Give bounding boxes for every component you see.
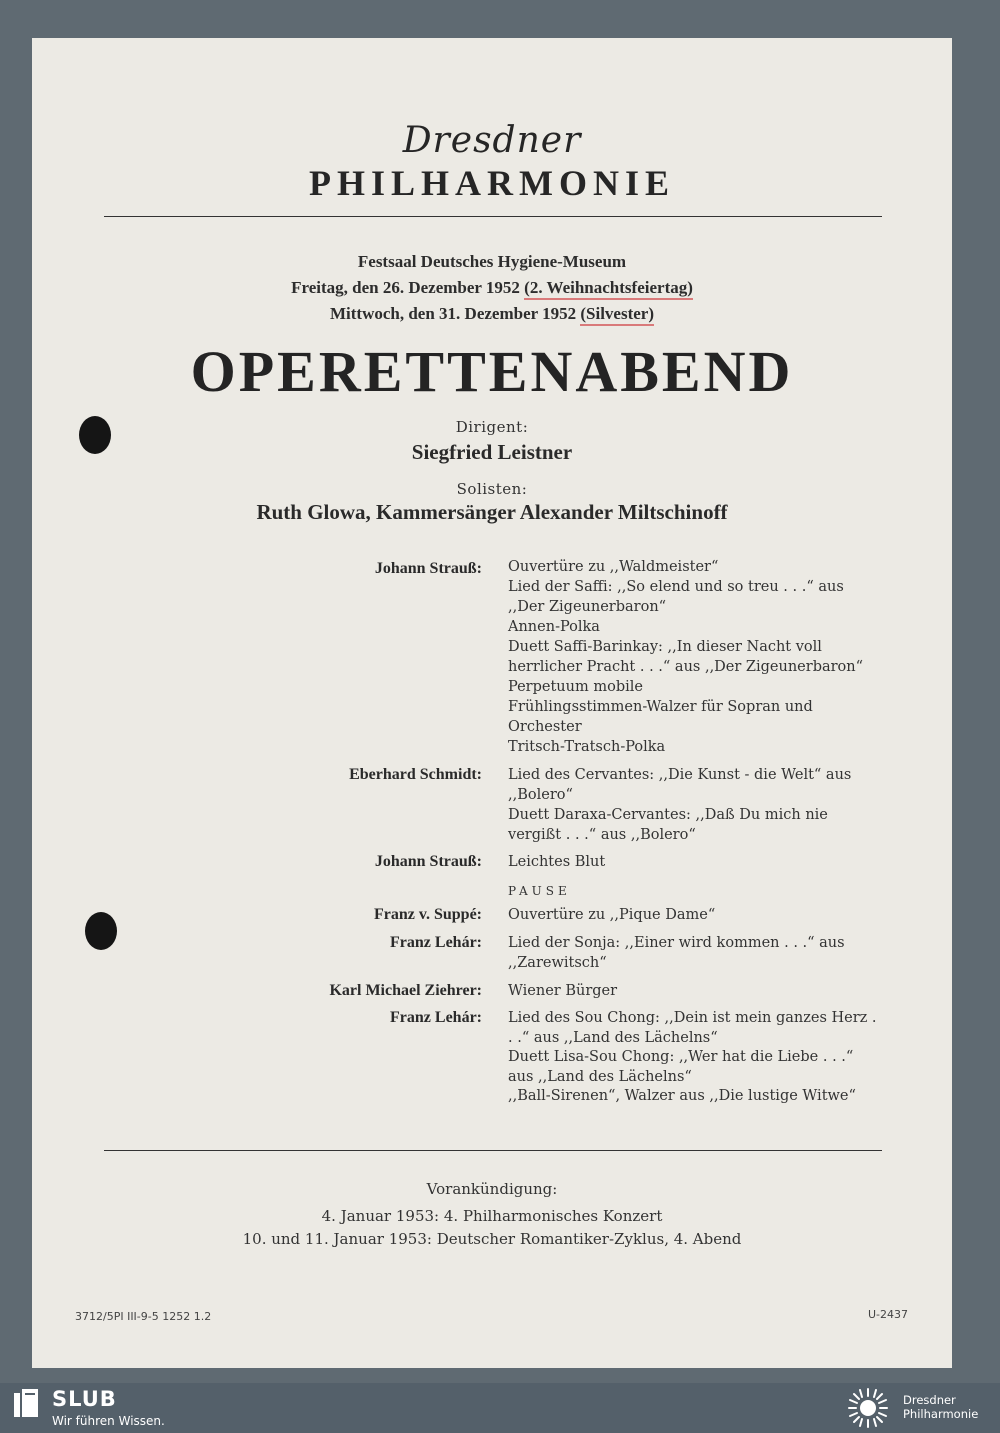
top-divider [104,216,882,217]
event-title: OPERETTENABEND [190,339,794,404]
program-piece: Frühlingsstimmen-Walzer für Sopran und Orchester [508,699,813,735]
program-piece: Duett Saffi-Barinkay: ,,In dieser Nacht voll herrlicher Pracht . . .“ aus ,,Der Zigeunerbaron“ [508,639,864,675]
slub-tagline: Wir führen Wissen. [52,1414,165,1428]
slub-name[interactable]: SLUB [52,1387,117,1411]
program-piece: ,,Ball-Sirenen“, Walzer aus ,,Die lustige Witwe“ [508,1088,856,1104]
program-piece: Tritsch-Tratsch-Polka [508,739,666,755]
venue-line: Festsaal Deutsches Hygiene-Museum [357,252,627,271]
holiday-marked: (Silvester) [580,304,654,326]
slub-logo-icon[interactable] [14,1389,38,1417]
conductor-name: Siegfried Leistner [411,440,573,464]
program-composer: Karl Michael Ziehrer: [329,982,482,999]
program-piece: Wiener Bürger [508,983,618,999]
program-composer: Johann Strauß: [374,560,482,577]
announcement-line: 10. und 11. Januar 1953: Deutscher Romantiker-Zyklus, 4. Abend [242,1230,742,1248]
program-piece: Lied der Saffi: ,,So elend und so treu . . .“ aus ,,Der Zigeunerbaron“ [508,579,844,615]
partner-name [903,1393,978,1421]
program-composer: Johann Strauß: [374,853,482,870]
soloists-label: Solisten: [456,480,528,498]
partner-name-line: Dresdner [903,1393,956,1407]
program-composer: Franz v. Suppé: [373,906,482,923]
header-main-title: PHILHARMONIE [308,163,675,203]
soloists-names: Ruth Glowa, Kammersänger Alexander Miltschinoff [256,500,728,524]
holiday-marked: (2. Weihnachtsfeiertag) [524,278,693,300]
conductor-label: Dirigent: [455,418,529,436]
announcement-label: Vorankündigung: [426,1180,558,1198]
header-script-title: Dresdner [402,120,582,161]
program-piece: Ouvertüre zu ,,Waldmeister“ [508,559,719,575]
intermission-label: PAUSE [508,884,571,898]
date-text: Freitag, den 26. Dezember 1952 [291,278,525,297]
program-composer: Franz Lehár: [390,934,482,951]
footer-bar [0,1383,1000,1433]
program-piece: Lied der Sonja: ,,Einer wird kommen . . .“ aus ,,Zarewitsch“ [508,935,845,971]
program-piece: Duett Lisa-Sou Chong: ,,Wer hat die Liebe . . .“ aus ,,Land des Lächelns“ [508,1049,854,1085]
partner-name-line: Philharmonie [903,1407,979,1421]
date-line-1 [32,278,952,298]
bottom-divider [104,1150,882,1151]
program-composer: Eberhard Schmidt: [349,766,482,783]
program-piece: Perpetuum mobile [508,679,643,695]
date-text: Mittwoch, den 31. Dezember 1952 [329,304,581,323]
program-piece: Leichtes Blut [508,854,606,870]
program-piece: Lied des Sou Chong: ,,Dein ist mein ganzes Herz . . .“ aus ,,Land des Lächelns“ [508,1010,877,1046]
date-line-2 [32,304,952,324]
program-piece: Ouvertüre zu ,,Pique Dame“ [508,907,716,923]
punch-hole [85,912,117,950]
philharmonie-logo-icon[interactable] [843,1385,893,1431]
program-piece: Annen-Polka [508,619,600,635]
document-number: U-2437 [868,1308,909,1321]
announcement-line: 4. Januar 1953: 4. Philharmonisches Konzert [321,1207,663,1225]
print-code: 3712/5PI III-9-5 1252 1.2 [75,1310,212,1323]
program-composer: Franz Lehár: [390,1009,482,1026]
program-sheet [32,38,952,1368]
program-piece: Lied des Cervantes: ,,Die Kunst - die Welt“ aus ,,Bolero“ [508,767,852,803]
program-piece: Duett Daraxa-Cervantes: ,,Daß Du mich nie vergißt . . .“ aus ,,Bolero“ [508,807,828,843]
